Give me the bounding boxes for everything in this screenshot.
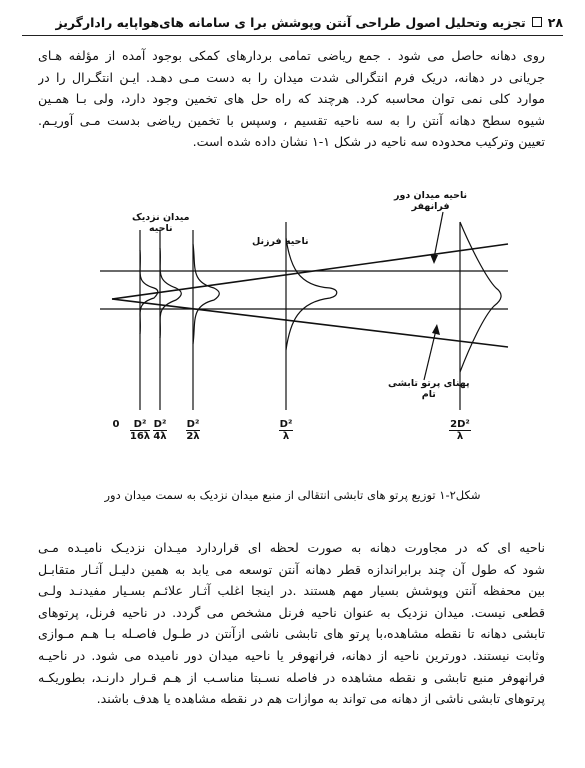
fresnel-distribution (193, 244, 219, 344)
text-line: قطعی نیست. میدان نزدیک به عنوان ناحیه فرنل مشخص می گردد. در ناحیه فرنل، پرتوهای (38, 604, 545, 620)
tick-denominator: 2λ (186, 431, 200, 442)
fresnel-far-distribution (286, 238, 337, 350)
label-beam-width-text: پهنای پرتو تابشی تام (388, 378, 470, 400)
text-line: ناحیه ای که در مجاورت دهانه به صورت لحظه ای قراردارد میـدان نزدیـک نامیـده مـی (38, 540, 545, 555)
near-field-distribution-1 (140, 250, 158, 334)
beam-width-arrowhead (432, 324, 440, 335)
text-line: شود که طول آن چند برابراندازه قطر دهانه آنتن توسعه می یابد به همین دلیـل آثـار متقابـل (38, 561, 545, 577)
text-line: جریانی در دهانه، دریک فرم انتگرالی شدت میدان را به دست مـی دهـد. ایـن انتگـرال را در (38, 69, 545, 85)
text-line: وثابت نیستند. دورترین ناحیه از دهانه، فرانهوفر یا ناحیه میدان دور نامیده می شود. در ناحیـه (38, 647, 545, 663)
label-near-field-text: میدان نزدیک ناحیه (132, 212, 190, 234)
text-line: بین محفظه آنتن وپوشش بسیار مهم هستند .در اینجا اغلب آثـار علائـم بسـیار مفیدنـد ولـی (38, 583, 545, 599)
square-bullet-icon (532, 17, 542, 27)
header-rule (22, 35, 563, 36)
label-fresnel (252, 236, 309, 247)
label-beam-width (388, 378, 470, 400)
near-field-distribution-2 (160, 248, 181, 338)
tick-denominator: λ (282, 431, 290, 442)
tick-numerator: D² (186, 419, 200, 430)
paragraph-1 (38, 45, 545, 153)
tick-fraction (153, 419, 168, 442)
tick-fraction (279, 419, 294, 442)
tick-fraction (449, 419, 471, 442)
tick-denominator: λ (456, 431, 464, 442)
text-line: شیوه سطح دهانه آنتن را به سه ناحیه تقسیم ، وسپس با تخمین ریاضی بدست مـی آوریـم. (38, 112, 545, 128)
figure-field-regions (98, 182, 523, 462)
text-line: فرانهوفر منبع تابشی و نقطه مشاهده در فاصله نسـبتا مناسـب از هـم قـرار دارنـد، بطوریکـه (38, 669, 545, 685)
axis-tick-label (176, 419, 210, 442)
tick-denominator: 4λ (153, 431, 167, 442)
text-line: پرتوهای تابشی ناشی از دهانه می تواند به موازات هم در نقطه مشاهده یا هدف باشند. (96, 691, 545, 707)
tick-numerator: 2D² (450, 419, 470, 430)
text-line: موارد کلی نمی توان محاسبه کرد. هرچند که راه حل های تخمین وجود دارد، ولی بـا همـین (38, 91, 545, 107)
label-near-field (132, 212, 190, 234)
label-fresnel-text: ناحیه فرزنل (252, 236, 309, 247)
tick-fraction (186, 419, 201, 442)
axis-tick-label (143, 419, 177, 442)
tick-zero: 0 (112, 419, 120, 430)
paragraph-2 (38, 537, 545, 710)
axis-tick-label (269, 419, 303, 442)
beam-edge-lower (112, 299, 508, 347)
tick-numerator: D² (279, 419, 293, 430)
page-number: ۲۸ (547, 14, 563, 30)
label-far-field-text: ناحیه میدان دور فرانهفر (394, 190, 468, 212)
far-field-arrowhead (430, 254, 438, 264)
figure-caption: شکل۲-۱ توزیع پرتو های تابشی انتقالی از منبع میدان نزدیک به سمت میدان دور (104, 488, 481, 502)
tick-numerator: D² (153, 419, 167, 430)
tick-numerator: D² (130, 419, 150, 431)
running-title: تجزیه وتحلیل اصول طراحی آنتن وپوشش برا ی سامانه های‌هواپایه رادارگریز (55, 14, 526, 30)
label-far-field (394, 190, 467, 212)
text-line: روی دهانه حاصل می شود . جمع ریاضی تمامی بردارهای کمکی بوجود آمده از مؤلفه هـای (38, 48, 545, 63)
text-line: تابشی دهانه تا نقطه مشاهده،با پرتو های تابشی ناشی ازآنتن در طـول فاصـله بـا هـم مـوازی (38, 626, 545, 642)
tick-denominator: 16λ (129, 431, 151, 442)
far-field-arrow-line (434, 212, 443, 258)
axis-tick-label (443, 419, 477, 442)
page-header (22, 12, 563, 32)
far-field-distribution (460, 222, 501, 372)
text-line: تعیین وترکیب محدوده سه ناحیه در شکل ۱-۱ نشان داده شده است. (192, 134, 545, 150)
